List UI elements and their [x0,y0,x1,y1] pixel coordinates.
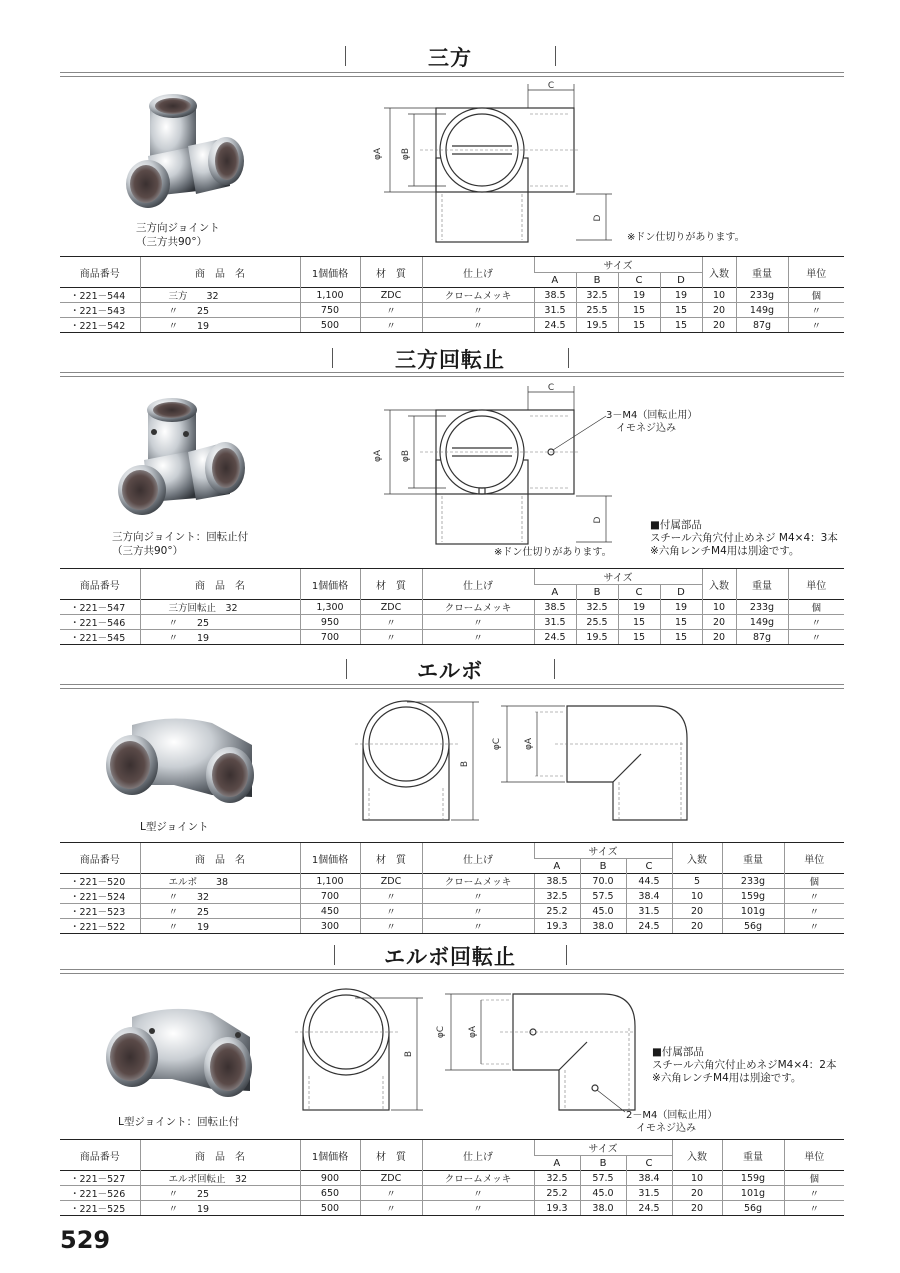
cell-size-a: 38.5 [534,288,576,303]
cell-finish: 〃 [422,615,534,630]
cell-size-c: 44.5 [626,874,672,889]
header-price: 1個価格 [300,1140,360,1171]
cell-qty: 10 [702,288,736,303]
spec-table-elbow-kaitendome [60,1139,844,1216]
cell-size-b: 32.5 [576,288,618,303]
header-name: 商 品 名 [140,569,300,600]
header-qty: 入数 [672,1140,722,1171]
header-size: サイズ [534,1140,672,1156]
size-col-d: D [660,273,702,288]
cell-qty: 20 [702,318,736,333]
cell-finish: クロームメッキ [422,874,534,889]
cell-name: 〃 25 [140,904,300,919]
cell-price: 750 [300,303,360,318]
cell-code: ・221－547 [60,600,140,615]
cell-qty: 10 [672,1171,722,1186]
header-unit: 単位 [784,843,844,874]
header-price: 1個価格 [300,569,360,600]
cell-size-c: 38.4 [626,1171,672,1186]
cell-unit: 〃 [784,904,844,919]
cell-unit: 個 [784,1171,844,1186]
header-code: 商品番号 [60,257,140,288]
cell-material: ZDC [360,600,422,615]
product-caption: L型ジョイント：回転止付 [118,1116,240,1128]
dim-d: D [593,214,603,222]
cell-size-c: 15 [618,318,660,333]
cell-size-b: 38.0 [580,1201,626,1216]
header-code: 商品番号 [60,1140,140,1171]
cell-finish: 〃 [422,318,534,333]
cell-material: 〃 [360,904,422,919]
cell-size-a: 25.2 [534,904,580,919]
cell-qty: 20 [672,1186,722,1201]
cell-finish: 〃 [422,1186,534,1201]
cell-size-a: 38.5 [534,874,580,889]
section-rule [60,969,844,974]
cell-code: ・221－546 [60,615,140,630]
header-weight: 重量 [722,1140,784,1171]
cell-unit: 〃 [784,889,844,904]
section-rule [60,372,844,377]
spec-table-sanpou-kaitendome [60,568,844,645]
cell-unit: 〃 [784,1201,844,1216]
cell-size-b: 57.5 [580,889,626,904]
header-qty: 入数 [672,843,722,874]
cell-material: 〃 [360,303,422,318]
cell-price: 500 [300,318,360,333]
cell-material: 〃 [360,1201,422,1216]
cell-name: 〃 19 [140,1201,300,1216]
header-qty: 入数 [702,257,736,288]
partition-note: ※ドン仕切りがあります。 [627,232,745,243]
header-unit: 単位 [788,257,844,288]
cell-size-d: 15 [660,630,702,645]
cell-size-d: 19 [660,288,702,303]
cell-name: エルボ 38 [140,874,300,889]
cell-material: 〃 [360,318,422,333]
cell-size-c: 31.5 [626,904,672,919]
cell-size-b: 57.5 [580,1171,626,1186]
cell-weight: 87g [736,318,788,333]
section-rule [60,684,844,689]
spec-table-sanpou [60,256,844,333]
table-row [60,303,844,318]
header-size: サイズ [534,843,672,859]
cell-qty: 20 [702,303,736,318]
cell-qty: 20 [702,615,736,630]
dim-phi-a: φA [468,1025,478,1039]
table-row [60,1186,844,1201]
dim-phi-b: φB [401,147,411,161]
cell-unit: 〃 [788,630,844,645]
header-qty: 入数 [702,569,736,600]
dim-c: C [547,81,555,91]
header-material: 材 質 [360,569,422,600]
cell-size-c: 24.5 [626,919,672,934]
cell-size-b: 32.5 [576,600,618,615]
cell-size-c: 31.5 [626,1186,672,1201]
header-material: 材 質 [360,257,422,288]
header-finish: 仕上げ [422,257,534,288]
header-finish: 仕上げ [422,843,534,874]
cell-name: エルボ回転止 32 [140,1171,300,1186]
table-row [60,600,844,615]
size-col-b: B [576,585,618,600]
elbow-stopper-photo [100,995,255,1105]
section-title: 三方 [428,46,472,70]
cell-code: ・221－523 [60,904,140,919]
cell-size-a: 31.5 [534,303,576,318]
size-col-a: A [534,859,580,874]
cell-name: 〃 25 [140,615,300,630]
tee-joint-stopper-drawing [370,380,640,565]
header-size: サイズ [534,257,702,273]
cell-name: 〃 25 [140,303,300,318]
cell-material: 〃 [360,630,422,645]
product-caption: 三方向ジョイント：回転止付 （三方共90°） [112,531,249,557]
cell-size-d: 19 [660,600,702,615]
table-row [60,919,844,934]
cell-finish: 〃 [422,303,534,318]
cell-size-a: 32.5 [534,889,580,904]
dim-c: C [547,383,555,393]
section-title: エルボ回転止 [384,945,516,969]
size-col-b: B [580,1156,626,1171]
header-material: 材 質 [360,843,422,874]
cell-size-b: 25.5 [576,303,618,318]
size-col-b: B [576,273,618,288]
cell-name: 〃 19 [140,318,300,333]
header-code: 商品番号 [60,843,140,874]
dim-phi-a: φA [373,147,383,161]
size-col-a: A [534,273,576,288]
table-row [60,615,844,630]
cell-size-d: 15 [660,318,702,333]
cell-name: 三方 32 [140,288,300,303]
header-unit: 単位 [788,569,844,600]
cell-name: 〃 25 [140,1186,300,1201]
cell-size-a: 31.5 [534,615,576,630]
cell-price: 1,100 [300,288,360,303]
header-weight: 重量 [736,257,788,288]
cell-finish: クロームメッキ [422,600,534,615]
header-finish: 仕上げ [422,1140,534,1171]
set-screw-callout: 3－M4（回転止用） イモネジ込み [606,410,698,434]
cell-finish: 〃 [422,1201,534,1216]
cell-code: ・221－544 [60,288,140,303]
cell-size-a: 25.2 [534,1186,580,1201]
tee-joint-photo [108,86,248,221]
page-number: 529 [60,1226,111,1254]
cell-unit: 〃 [788,615,844,630]
cell-finish: 〃 [422,889,534,904]
size-col-b: B [580,859,626,874]
cell-code: ・221－520 [60,874,140,889]
header-size: サイズ [534,569,702,585]
elbow-drawing [355,698,695,828]
size-col-c: C [618,273,660,288]
table-row [60,630,844,645]
cell-weight: 149g [736,615,788,630]
cell-code: ・221－525 [60,1201,140,1216]
cell-weight: 56g [722,1201,784,1216]
cell-size-a: 32.5 [534,1171,580,1186]
size-col-a: A [534,1156,580,1171]
cell-size-c: 38.4 [626,889,672,904]
cell-weight: 233g [736,600,788,615]
dim-d: D [593,516,603,524]
cell-price: 500 [300,1201,360,1216]
cell-size-a: 24.5 [534,318,576,333]
cell-code: ・221－542 [60,318,140,333]
dim-phi-c: φC [492,737,502,751]
spec-table-elbow [60,842,844,934]
partition-note: ※ドン仕切りがあります。 [494,547,612,558]
dim-phi-a: φA [373,449,383,463]
cell-qty: 20 [672,904,722,919]
cell-weight: 159g [722,1171,784,1186]
table-row [60,904,844,919]
cell-size-a: 38.5 [534,600,576,615]
cell-finish: 〃 [422,904,534,919]
header-name: 商 品 名 [140,257,300,288]
header-price: 1個価格 [300,843,360,874]
cell-size-d: 15 [660,303,702,318]
cell-code: ・221－524 [60,889,140,904]
size-col-c: C [618,585,660,600]
cell-price: 950 [300,615,360,630]
cell-price: 300 [300,919,360,934]
cell-finish: クロームメッキ [422,1171,534,1186]
cell-weight: 101g [722,904,784,919]
cell-finish: クロームメッキ [422,288,534,303]
cell-weight: 87g [736,630,788,645]
section-title: 三方回転止 [395,348,505,372]
header-code: 商品番号 [60,569,140,600]
cell-price: 700 [300,630,360,645]
cell-qty: 10 [702,600,736,615]
set-screw-callout: 2－M4（回転止用） イモネジ込み [626,1110,718,1134]
cell-code: ・221－522 [60,919,140,934]
cell-unit: 〃 [784,1186,844,1201]
cell-price: 900 [300,1171,360,1186]
header-finish: 仕上げ [422,569,534,600]
cell-material: 〃 [360,889,422,904]
table-row [60,1201,844,1216]
cell-material: ZDC [360,874,422,889]
cell-qty: 5 [672,874,722,889]
cell-material: ZDC [360,1171,422,1186]
dim-b: B [460,760,470,768]
cell-code: ・221－545 [60,630,140,645]
cell-size-c: 15 [618,615,660,630]
cell-price: 1,300 [300,600,360,615]
cell-price: 700 [300,889,360,904]
cell-size-b: 25.5 [576,615,618,630]
elbow-stopper-drawing [295,988,645,1113]
cell-unit: 個 [784,874,844,889]
header-weight: 重量 [736,569,788,600]
cell-unit: 〃 [788,303,844,318]
cell-size-c: 24.5 [626,1201,672,1216]
cell-price: 650 [300,1186,360,1201]
cell-size-b: 70.0 [580,874,626,889]
header-unit: 単位 [784,1140,844,1171]
dim-b: B [404,1050,414,1058]
cell-weight: 101g [722,1186,784,1201]
cell-size-a: 19.3 [534,919,580,934]
cell-size-c: 15 [618,303,660,318]
cell-weight: 159g [722,889,784,904]
cell-size-b: 19.5 [576,630,618,645]
cell-material: 〃 [360,615,422,630]
cell-material: 〃 [360,919,422,934]
cell-size-b: 19.5 [576,318,618,333]
header-name: 商 品 名 [140,843,300,874]
size-col-d: D [660,585,702,600]
cell-size-c: 19 [618,600,660,615]
cell-qty: 20 [672,919,722,934]
size-col-a: A [534,585,576,600]
tee-joint-drawing [370,80,640,240]
header-weight: 重量 [722,843,784,874]
accessory-note: ■付属部品 スチール六角穴付止めネジM4×4：2本 ※六角レンチM4用は別途です。 [652,1046,837,1084]
cell-size-a: 24.5 [534,630,576,645]
cell-unit: 〃 [788,318,844,333]
cell-price: 450 [300,904,360,919]
cell-qty: 20 [702,630,736,645]
product-caption: L型ジョイント [140,821,209,833]
header-price: 1個価格 [300,257,360,288]
cell-name: 〃 19 [140,919,300,934]
size-col-c: C [626,859,672,874]
cell-price: 1,100 [300,874,360,889]
cell-weight: 233g [736,288,788,303]
cell-weight: 233g [722,874,784,889]
size-col-c: C [626,1156,672,1171]
cell-size-b: 45.0 [580,1186,626,1201]
cell-finish: 〃 [422,630,534,645]
cell-size-c: 19 [618,288,660,303]
accessory-note: ■付属部品 スチール六角穴付止めネジ M4×4：3本 ※六角レンチM4用は別途です。 [650,519,838,557]
cell-name: 三方回転止 32 [140,600,300,615]
cell-weight: 149g [736,303,788,318]
table-row [60,318,844,333]
section-title: エルボ [417,659,483,683]
cell-code: ・221－543 [60,303,140,318]
cell-qty: 10 [672,889,722,904]
dim-phi-b: φB [401,449,411,463]
cell-material: 〃 [360,1186,422,1201]
cell-name: 〃 19 [140,630,300,645]
cell-unit: 個 [788,600,844,615]
cell-size-a: 19.3 [534,1201,580,1216]
header-material: 材 質 [360,1140,422,1171]
header-name: 商 品 名 [140,1140,300,1171]
table-row [60,874,844,889]
tee-joint-stopper-photo [104,390,249,525]
cell-size-d: 15 [660,615,702,630]
cell-code: ・221－527 [60,1171,140,1186]
cell-unit: 個 [788,288,844,303]
section-rule [60,72,844,77]
table-row [60,889,844,904]
cell-material: ZDC [360,288,422,303]
elbow-photo [102,705,257,810]
dim-phi-a: φA [524,737,534,751]
cell-size-b: 45.0 [580,904,626,919]
cell-weight: 56g [722,919,784,934]
product-caption: 三方向ジョイント （三方共90°） [136,222,220,248]
dim-phi-c: φC [436,1025,446,1039]
cell-qty: 20 [672,1201,722,1216]
table-row [60,288,844,303]
table-row [60,1171,844,1186]
cell-size-c: 15 [618,630,660,645]
cell-finish: 〃 [422,919,534,934]
cell-unit: 〃 [784,919,844,934]
cell-name: 〃 32 [140,889,300,904]
cell-size-b: 38.0 [580,919,626,934]
cell-code: ・221－526 [60,1186,140,1201]
